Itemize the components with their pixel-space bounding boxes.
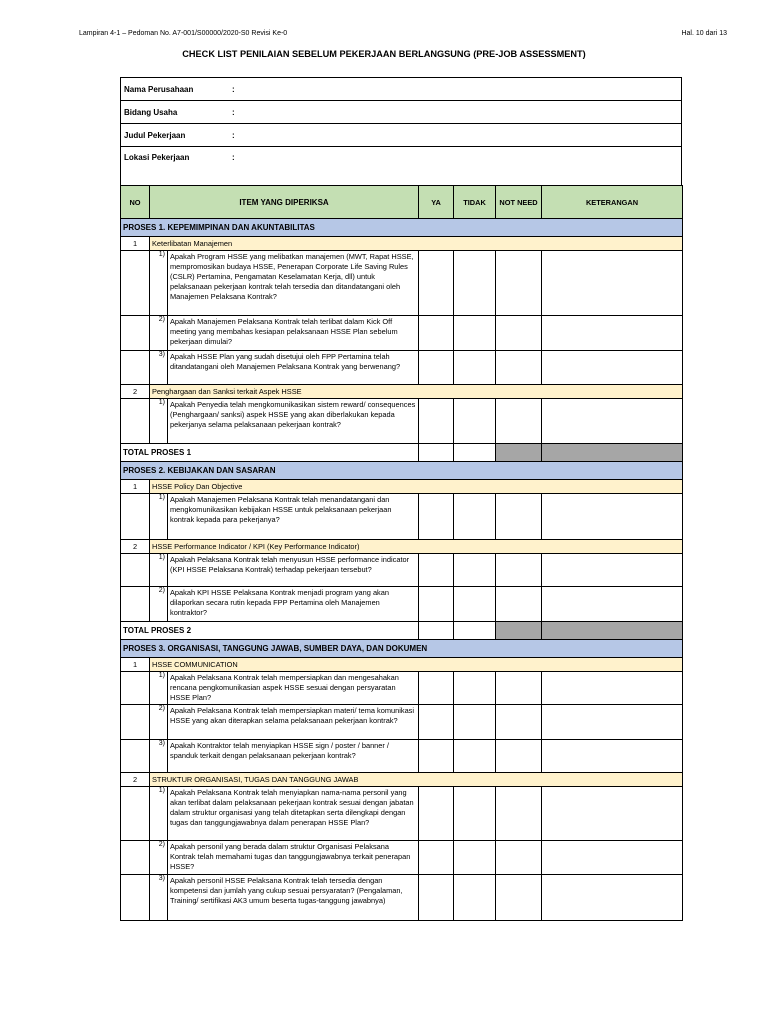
answer-cell-not-need xyxy=(496,444,542,462)
answer-cell-keterangan[interactable] xyxy=(542,587,683,622)
col-header-no: NO xyxy=(121,186,150,219)
question-indent xyxy=(121,587,150,622)
answer-cell-keterangan[interactable] xyxy=(542,787,683,841)
question-indent xyxy=(121,494,150,540)
question-number: 1) xyxy=(150,672,168,705)
question-indent xyxy=(121,841,150,875)
answer-cell-ya[interactable] xyxy=(419,622,454,640)
subsection-row xyxy=(121,773,683,787)
info-cell[interactable] xyxy=(121,101,682,124)
question-row xyxy=(121,587,683,622)
subsection-number: 1 xyxy=(121,480,150,494)
answer-cell-keterangan xyxy=(542,444,683,462)
question-text: Apakah HSSE Plan yang sudah disetujui oleh FPP Pertamina telah ditandatangani oleh Manajemen Pelaksana Kontrak yang berwenang? xyxy=(168,351,419,385)
section-header-row xyxy=(121,462,683,480)
question-indent xyxy=(121,554,150,587)
answer-cell-tidak[interactable] xyxy=(454,875,496,921)
info-label: Lokasi Pekerjaan xyxy=(124,153,190,162)
question-row xyxy=(121,316,683,351)
question-indent xyxy=(121,740,150,773)
answer-cell-keterangan[interactable] xyxy=(542,740,683,773)
question-indent xyxy=(121,705,150,740)
question-number: 2) xyxy=(150,587,168,622)
info-row-judul-pekerjaan xyxy=(121,124,682,147)
question-row xyxy=(121,251,683,316)
answer-cell-not-need[interactable] xyxy=(496,554,542,587)
question-text: Apakah Pelaksana Kontrak telah mempersiapkan dan mengesahakan rencana pengkomunikasian aspek HSSE sesuai dengan persyaratan HSSE Plan? xyxy=(168,672,419,705)
answer-cell-ya[interactable] xyxy=(419,875,454,921)
question-indent xyxy=(121,672,150,705)
answer-cell-ya[interactable] xyxy=(419,554,454,587)
answer-cell-keterangan[interactable] xyxy=(542,494,683,540)
answer-cell-keterangan[interactable] xyxy=(542,399,683,444)
question-row xyxy=(121,554,683,587)
col-header-not-need: NOT NEED xyxy=(496,186,542,219)
question-text: Apakah Manajemen Pelaksana Kontrak telah terlibat dalam Kick Off meeting yang membahas kesiapan pelaksanaan HSSE Plan sebelum pekerjaan dimulai? xyxy=(168,316,419,351)
question-indent xyxy=(121,316,150,351)
subsection-row xyxy=(121,237,683,251)
answer-cell-ya[interactable] xyxy=(419,251,454,316)
answer-cell-keterangan[interactable] xyxy=(542,251,683,316)
answer-cell-not-need[interactable] xyxy=(496,251,542,316)
answer-cell-tidak[interactable] xyxy=(454,787,496,841)
col-header-tidak: TIDAK xyxy=(454,186,496,219)
info-colon: : xyxy=(232,107,235,117)
subsection-title: Keterlibatan Manajemen xyxy=(150,237,683,251)
answer-cell-not-need[interactable] xyxy=(496,587,542,622)
section-header-row xyxy=(121,219,683,237)
total-label: TOTAL PROSES 1 xyxy=(121,444,419,462)
answer-cell-not-need xyxy=(496,622,542,640)
question-indent xyxy=(121,351,150,385)
answer-cell-keterangan[interactable] xyxy=(542,554,683,587)
answer-cell-ya[interactable] xyxy=(419,740,454,773)
answer-cell-keterangan[interactable] xyxy=(542,875,683,921)
answer-cell-not-need[interactable] xyxy=(496,787,542,841)
answer-cell-keterangan[interactable] xyxy=(542,841,683,875)
question-number: 1) xyxy=(150,787,168,841)
question-text: Apakah Pelaksana Kontrak telah menyusun HSSE performance indicator (KPI HSSE Pelaksana Kontrak) terhadap pekerjaan tersebut? xyxy=(168,554,419,587)
subsection-title: STRUKTUR ORGANISASI, TUGAS DAN TANGGUNG JAWAB xyxy=(150,773,683,787)
info-row-nama-perusahaan xyxy=(121,78,682,101)
answer-cell-not-need[interactable] xyxy=(496,494,542,540)
question-indent xyxy=(121,251,150,316)
answer-cell-ya[interactable] xyxy=(419,841,454,875)
answer-cell-tidak[interactable] xyxy=(454,399,496,444)
question-row xyxy=(121,399,683,444)
section-header-row xyxy=(121,640,683,658)
subsection-number: 1 xyxy=(121,658,150,672)
answer-cell-tidak[interactable] xyxy=(454,494,496,540)
question-text: Apakah Kontraktor telah menyiapkan HSSE sign / poster / banner / spanduk terkait dengan pelaksanaan pekerjaan kontrak? xyxy=(168,740,419,773)
page-title: CHECK LIST PENILAIAN SEBELUM PEKERJAAN BERLANGSUNG (PRE-JOB ASSESSMENT) xyxy=(182,49,586,59)
question-text: Apakah KPI HSSE Pelaksana Kontrak menjadi program yang akan dilaporkan secara rutin kepada FPP Pertamina oleh Manajemen kontraktor? xyxy=(168,587,419,622)
subsection-row xyxy=(121,540,683,554)
answer-cell-not-need[interactable] xyxy=(496,351,542,385)
answer-cell-not-need[interactable] xyxy=(496,316,542,351)
col-header-keterangan: KETERANGAN xyxy=(542,186,683,219)
answer-cell-tidak[interactable] xyxy=(454,672,496,705)
question-text: Apakah Pelaksana Kontrak telah mempersiapkan materi/ tema komunikasi HSSE yang akan diterapkan selama pelaksanaan pekerjaan kontrak? xyxy=(168,705,419,740)
info-cell[interactable] xyxy=(121,124,682,147)
answer-cell-ya[interactable] xyxy=(419,351,454,385)
question-text: Apakah Pelaksana Kontrak telah menyiapkan nama-nama personil yang akan terlibat dalam pelaksanaan pekerjaan kontrak sesuai dengan jabatan dalam struktur organisasi yang telah ditetapkan serta dilengkapi dengan tugas dan tanggungjawabnya dalam penerapan HSSE Plan? xyxy=(168,787,419,841)
answer-cell-not-need[interactable] xyxy=(496,399,542,444)
question-row xyxy=(121,787,683,841)
question-row xyxy=(121,705,683,740)
subsection-title: HSSE COMMUNICATION xyxy=(150,658,683,672)
answer-cell-not-need[interactable] xyxy=(496,672,542,705)
answer-cell-not-need[interactable] xyxy=(496,875,542,921)
subsection-row xyxy=(121,480,683,494)
subsection-number: 2 xyxy=(121,540,150,554)
subsection-number: 2 xyxy=(121,773,150,787)
answer-cell-ya[interactable] xyxy=(419,316,454,351)
question-number: 3) xyxy=(150,351,168,385)
question-indent xyxy=(121,399,150,444)
subsection-row xyxy=(121,658,683,672)
info-cell[interactable] xyxy=(121,78,682,101)
answer-cell-not-need[interactable] xyxy=(496,705,542,740)
answer-cell-keterangan[interactable] xyxy=(542,672,683,705)
question-indent xyxy=(121,787,150,841)
answer-cell-tidak[interactable] xyxy=(454,554,496,587)
question-indent xyxy=(121,875,150,921)
subsection-title: Penghargaan dan Sanksi terkait Aspek HSSE xyxy=(150,385,683,399)
question-row xyxy=(121,875,683,921)
answer-cell-ya[interactable] xyxy=(419,787,454,841)
question-row xyxy=(121,351,683,385)
info-colon: : xyxy=(232,84,235,94)
question-number: 1) xyxy=(150,399,168,444)
question-number: 3) xyxy=(150,875,168,921)
answer-cell-keterangan[interactable] xyxy=(542,705,683,740)
answer-cell-ya[interactable] xyxy=(419,444,454,462)
checklist-table xyxy=(120,185,683,921)
info-colon: : xyxy=(232,153,235,162)
subsection-number: 1 xyxy=(121,237,150,251)
question-number: 2) xyxy=(150,841,168,875)
info-label: Bidang Usaha xyxy=(124,107,178,117)
subsection-row xyxy=(121,385,683,399)
company-info-table xyxy=(120,77,682,189)
answer-cell-tidak[interactable] xyxy=(454,444,496,462)
section-title: PROSES 1. KEPEMIMPINAN DAN AKUNTABILITAS xyxy=(121,219,683,237)
question-text: Apakah Penyedia telah mengkomunikasikan sistem reward/ consequences (Penghargaan/ sanksi) aspek HSSE yang akan diberlakukan kepada pekerjanya selama pelaksanaan pekerjaan kontrak? xyxy=(168,399,419,444)
info-colon: : xyxy=(232,130,235,140)
question-text: Apakah personil yang berada dalam struktur Organisasi Pelaksana Kontrak telah memahami tugas dan tanggungjawabnya terkait penerapan HSSE? xyxy=(168,841,419,875)
question-row xyxy=(121,672,683,705)
answer-cell-ya[interactable] xyxy=(419,399,454,444)
section-title: PROSES 3. ORGANISASI, TANGGUNG JAWAB, SUMBER DAYA, DAN DOKUMEN xyxy=(121,640,683,658)
answer-cell-keterangan[interactable] xyxy=(542,316,683,351)
answer-cell-tidak[interactable] xyxy=(454,740,496,773)
subsection-title: HSSE Performance Indicator / KPI (Key Performance Indicator) xyxy=(150,540,683,554)
total-row xyxy=(121,622,683,640)
answer-cell-ya[interactable] xyxy=(419,705,454,740)
answer-cell-keterangan xyxy=(542,622,683,640)
page-number: Hal. 10 dari 13 xyxy=(681,30,727,37)
info-row-bidang-usaha xyxy=(121,101,682,124)
answer-cell-tidak[interactable] xyxy=(454,705,496,740)
answer-cell-tidak[interactable] xyxy=(454,587,496,622)
info-label: Nama Perusahaan xyxy=(124,84,194,94)
info-cell[interactable] xyxy=(121,147,682,189)
answer-cell-not-need[interactable] xyxy=(496,841,542,875)
col-header-item: ITEM YANG DIPERIKSA xyxy=(150,186,419,219)
info-label: Judul Pekerjaan xyxy=(124,130,186,140)
answer-cell-tidak[interactable] xyxy=(454,251,496,316)
column-header-row xyxy=(121,186,683,219)
question-row xyxy=(121,841,683,875)
answer-cell-tidak[interactable] xyxy=(454,351,496,385)
answer-cell-ya[interactable] xyxy=(419,672,454,705)
answer-cell-ya[interactable] xyxy=(419,587,454,622)
subsection-title: HSSE Policy Dan Objective xyxy=(150,480,683,494)
question-number: 2) xyxy=(150,705,168,740)
question-number: 1) xyxy=(150,251,168,316)
col-header-ya: YA xyxy=(419,186,454,219)
question-number: 2) xyxy=(150,316,168,351)
answer-cell-keterangan[interactable] xyxy=(542,351,683,385)
section-title: PROSES 2. KEBIJAKAN DAN SASARAN xyxy=(121,462,683,480)
answer-cell-tidak[interactable] xyxy=(454,841,496,875)
subsection-number: 2 xyxy=(121,385,150,399)
question-number: 3) xyxy=(150,740,168,773)
question-number: 1) xyxy=(150,554,168,587)
question-row xyxy=(121,740,683,773)
question-row xyxy=(121,494,683,540)
total-label: TOTAL PROSES 2 xyxy=(121,622,419,640)
answer-cell-not-need[interactable] xyxy=(496,740,542,773)
question-text: Apakah Manajemen Pelaksana Kontrak telah menandatangani dan mengkomunikasikan kebijakan HSSE untuk pelaksanaan pekerjaan kontrak kepada para pekerjanya? xyxy=(168,494,419,540)
question-number: 1) xyxy=(150,494,168,540)
info-row-lokasi-pekerjaan xyxy=(121,147,682,189)
answer-cell-ya[interactable] xyxy=(419,494,454,540)
question-text: Apakah Program HSSE yang melibatkan manajemen (MWT, Rapat HSSE, mempromosikan budaya HSSE, Penerapan Corporate Life Saving Rules (CSLR) Pertamina, Pengamatan Keselamatan Kerja, dll) untuk pelaksanaan pekerjaan kontrak telah tersedia dan ditandatangani oleh Manajemen Pelaksana Kontrak? xyxy=(168,251,419,316)
checklist-body xyxy=(121,219,683,921)
answer-cell-tidak[interactable] xyxy=(454,316,496,351)
document-reference: Lampiran 4-1 – Pedoman No. A7-001/S00000/2020-S0 Revisi Ke-0 xyxy=(79,30,288,37)
answer-cell-tidak[interactable] xyxy=(454,622,496,640)
question-text: Apakah personil HSSE Pelaksana Kontrak telah tersedia dengan kompetensi dan jumlah yang cukup sesuai persyaratan? (Pengalaman, Training/ sertifikasi AK3 umum beserta tugas-tanggung jawabnya) xyxy=(168,875,419,921)
total-row xyxy=(121,444,683,462)
